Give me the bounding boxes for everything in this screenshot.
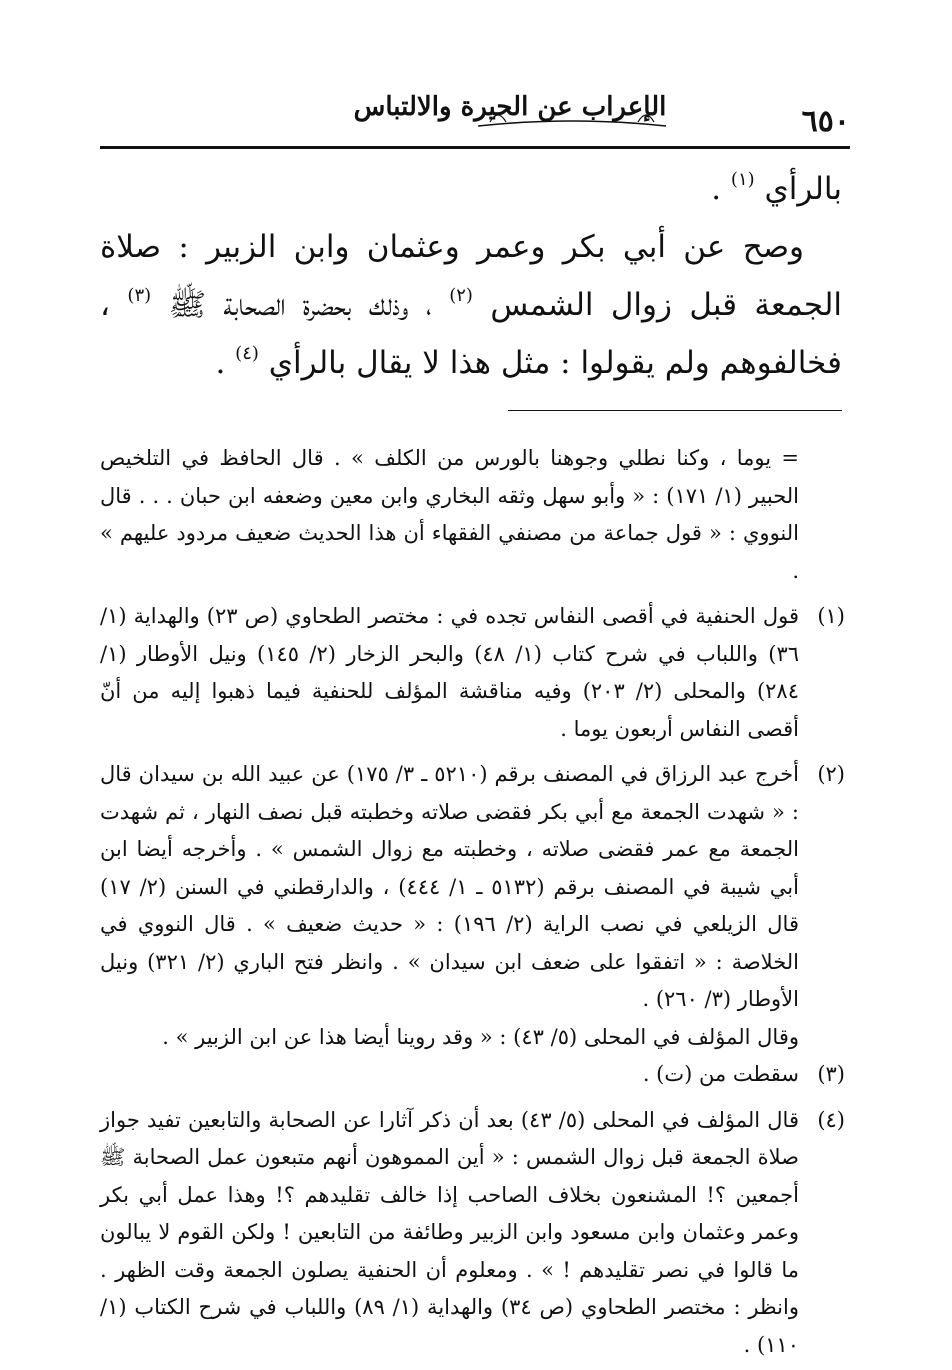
footnote-ref: (١) bbox=[730, 169, 755, 190]
footnote-ref: (٢) bbox=[449, 285, 473, 306]
footnote-number bbox=[799, 1019, 845, 1057]
page-number: ٦٥٠ bbox=[801, 104, 850, 139]
footnote-text: وقال المؤلف في المحلى (٥/ ٤٣) : « وقد روينا أيضا هذا عن ابن الزبير » . bbox=[162, 1024, 799, 1049]
main-paragraph: بالرأي $^{(١)}$ . bbox=[711, 169, 842, 207]
footnote-number: (٣) bbox=[817, 1062, 845, 1086]
footnote-ref: (٤) bbox=[235, 343, 259, 364]
main-text bbox=[100, 160, 842, 392]
footnote-text: أخرج عبد الرزاق في المصنف برقم (٥٢١٠ ـ ٣/ ١٧٥) عن عبيد الله بن سيدان قال : « شهدت الجمعة مع أبي بكر فقضى صلاته وخطبته قبل نصف النهار ، ثم شهدت الجمعة مع عمر فقضى صلاته ، وخطبته مع زوال الشمس » . وأخرجه أيضا ابن أبي شيبة في المصنف برقم (٥١٣٢ ـ ١/ ٤٤٤) ، والدارقطني في السنن (٢/ ١٧) قال الزيلعي في نصب الراية (٢/ ١٩٦) : « حديث ضعيف » . قال النووي في الخلاصة : « اتفقوا على ضعف ابن سيدان » . وانظر فتح الباري (٢/ ٣٢١) ونيل الأوطار (٣/ ٢٦٠) . bbox=[100, 762, 799, 1011]
footnote-number: (١) bbox=[817, 604, 845, 628]
running-title: الإعراب عن الحيرة والالتباس bbox=[353, 92, 667, 122]
footnote-separator bbox=[508, 410, 842, 411]
footnote-item bbox=[100, 1019, 845, 1057]
footnote-item bbox=[100, 756, 845, 1019]
footnote-text: = يوما ، وكنا نطلي وجوهنا بالورس من الكلف » . قال الحافظ في التلخيص الحبير (١/ ١٧١) : « وأبو سهل وثقه البخاري وابن معين وضعفه ابن حبان . . . قال النووي : « قول جماعة من مصنفي الفقهاء أن هذا الحديث ضعيف مردود عليهم » . bbox=[100, 446, 799, 583]
footnote-number: (٤) bbox=[817, 1107, 845, 1132]
footnote-text: سقطت من (ت) . bbox=[642, 1062, 799, 1086]
footnote-item bbox=[100, 1102, 845, 1365]
footnote-text: قول الحنفية في أقصى النفاس تجده في : مختصر الطحاوي (ص ٢٣) والهداية (١/ ٣٦) واللباب في شرح كتاب (١/ ٤٨) والبحر الزخار (٢/ ١٤٥) ونيل الأوطار (١/ ٢٨٤) والمحلى (٢/ ٢٠٣) وفيه مناقشة المؤلف للحنفية فيما ذهبوا إليه من أنّ أقصى النفاس أربعون يوما . bbox=[100, 604, 799, 741]
footnote-text: قال المؤلف في المحلى (٥/ ٤٣) بعد أن ذكر آثارا عن الصحابة والتابعين تفيد جواز صلاة الجمعة قبل زوال الشمس : « أين المموهون أنهم متبعون عمل الصحابة ﷺ أجمعين ؟! المشنعون بخلاف الصاحب إذا خالف تقليدهم ؟! وهذا عمل أبي بكر وعمر وعثمان وابن مسعود وابن الزبير وطائفة من التابعين ! ولكن القوم لا يبالون ما قالوا في نصر تقليدهم ! » . ومعلوم أن الحنفية يصلون الجمعة وقت الظهر . وانظر : مختصر الطحاوي (ص ٣٤) والهداية (١/ ٨٩) واللباب في شرح الكتاب (١/ ١١٠) . bbox=[100, 1107, 799, 1357]
footnote-number: (٢) bbox=[817, 762, 845, 786]
footnote-number bbox=[799, 440, 845, 590]
footnote-item bbox=[100, 598, 845, 748]
footnote-item bbox=[100, 1056, 845, 1094]
header-rule bbox=[100, 146, 850, 149]
footnote-item bbox=[100, 440, 845, 590]
page-header bbox=[100, 86, 850, 146]
footnote-ref: (٣) bbox=[127, 285, 152, 306]
footnotes bbox=[100, 440, 845, 1364]
main-paragraph: وصح عن أبي بكر وعمر وعثمان وابن الزبير : صلاة الجمعة قبل زوال الشمس $^{(٢)}$ ، وذلك بحضرة الصحابة ﷺ $^{(٣)}$ ، فخالفوهم ولم يقولوا : مثل هذا لا يقال بالرأي $^{(٤)}$ . bbox=[100, 229, 843, 381]
